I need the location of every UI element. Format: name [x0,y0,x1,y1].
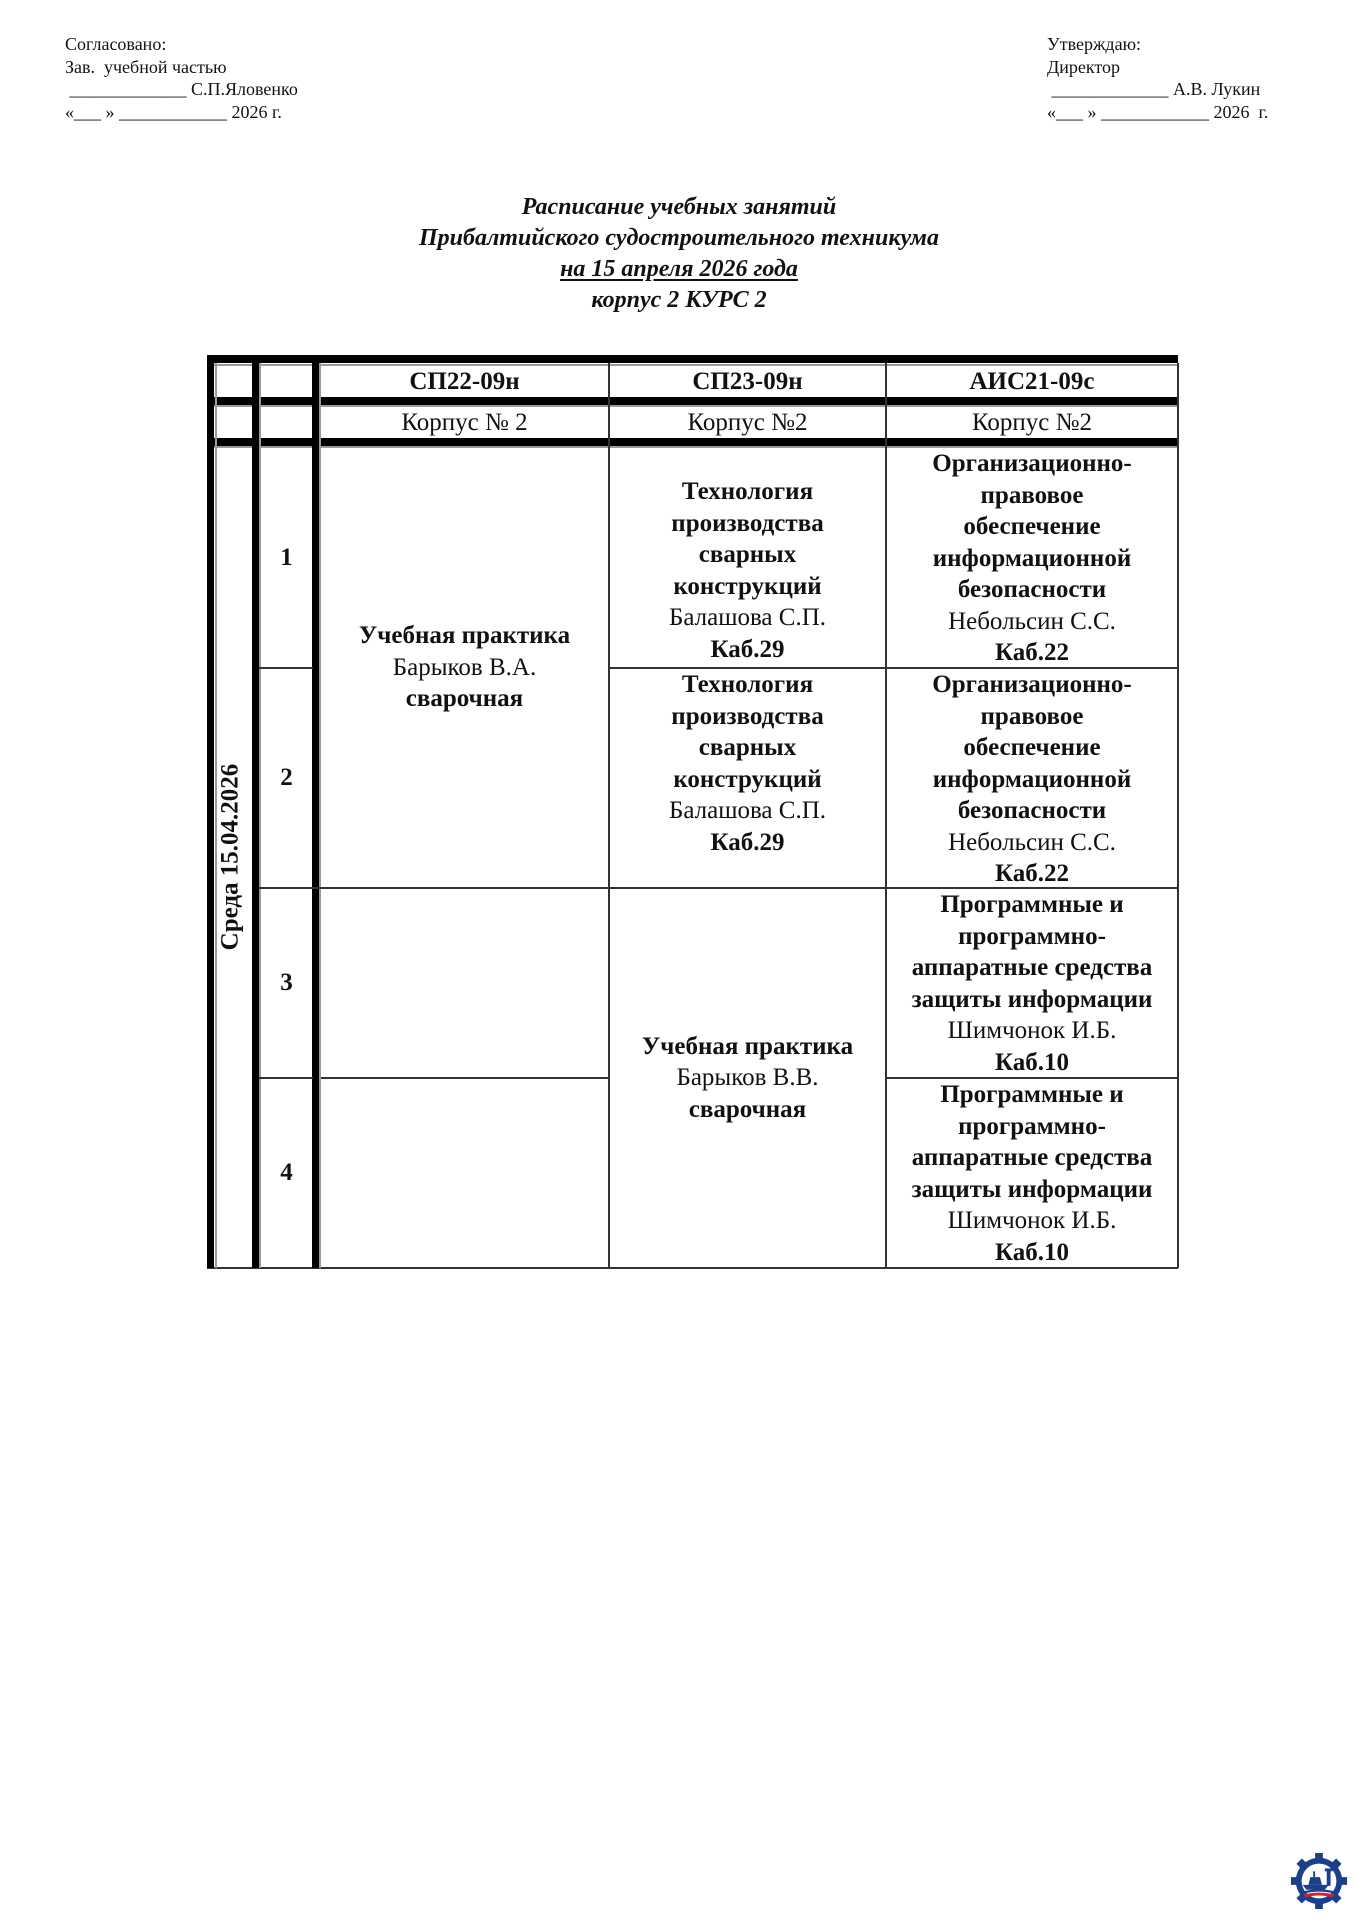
approval-agreed-heading: Согласовано: [65,34,167,54]
approval-agreed-date: «___ » ____________ 2026 г. [65,101,282,122]
lesson-subject: Программные и программно-аппаратные средства защиты информации [911,1081,1153,1203]
lesson-subject: Технология производства сварных конструкций [671,478,824,600]
approval-agreed-position: Зав. учебной частью [65,56,227,77]
lesson-subject: Учебная практика [358,622,571,650]
lesson-teacher: Небольсин С.С. [948,607,1116,635]
lesson-sp23-pair-1 [610,448,885,667]
pair-number-4: 4 [280,1159,293,1187]
building-sp22: Корпус № 2 [401,408,528,436]
approval-approved-signature: _____________ А.В. Лукин [1047,79,1261,99]
header-row-divider [207,397,1178,405]
lesson-subject: Технология производства сварных конструкций [671,671,824,793]
header-bottom-border [207,438,1178,446]
day-label-cell [207,446,253,1268]
lesson-sp23-pairs-3-4 [610,889,885,1267]
pair-number-3: 3 [280,969,293,997]
lesson-ais21-pair-4 [887,1079,1177,1267]
lesson-room: Каб.10 [994,1048,1070,1076]
approval-approved-heading: Утверждаю: [1047,34,1142,54]
lesson-subject: Организационно-правовое обеспечение информационной безопасности [932,671,1132,824]
pair-number-2: 2 [280,764,293,792]
group-header-sp23: СП23-09н [692,367,803,395]
lesson-sp22-pair-3-empty [321,889,608,1077]
group-header-sp22: СП22-09н [409,367,520,395]
lesson-sp22-pair-4-empty [321,1079,608,1267]
building-ais21: Корпус №2 [971,408,1092,436]
lesson-ais21-pair-2 [887,669,1177,887]
table-right-border [1177,363,1179,1268]
group-header-ais21: АИС21-09с [969,367,1095,395]
table-top-border [207,355,1178,363]
lesson-room: Каб.22 [994,860,1070,887]
approval-agreed-signature: _____________ С.П.Яловенко [65,79,298,99]
lesson-sp22-pairs-1-2 [321,448,608,887]
approval-agreed-block [65,33,298,123]
approval-approved-date: «___ » ____________ 2026 г. [1047,101,1269,122]
building-sp23: Корпус №2 [687,408,808,436]
pair-column-divider [312,363,319,1268]
lesson-room: Каб.29 [710,635,785,663]
lesson-subject: Организационно-правовое обеспечение информационной безопасности [932,450,1132,603]
lesson-teacher: Небольсин С.С. [948,828,1116,856]
lesson-room: Каб.22 [994,639,1070,666]
lesson-ais21-pair-3 [887,889,1177,1077]
approval-approved-position: Директор [1047,56,1121,77]
lesson-subject: Программные и программно-аппаратные средства защиты информации [911,891,1153,1013]
lesson-teacher: Барыков В.В. [676,1064,819,1092]
lesson-ais21-pair-1 [887,448,1177,667]
lesson-room: Каб.10 [994,1238,1070,1266]
title-line-2: Прибалтийского судостроительного техникума [419,225,939,251]
lesson-teacher: Балашова С.П. [668,797,827,824]
day-column-divider [252,363,259,1268]
title-date: на 15 апреля 2026 года [560,256,798,282]
lesson-teacher: Балашова С.П. [668,604,827,631]
lesson-teacher: Шимчонок И.Б. [947,1207,1117,1234]
day-label: Среда 15.04.2026 [216,763,243,951]
approval-approved-block [1047,33,1268,123]
lesson-subject: Учебная практика [641,1032,854,1060]
title-building-course: корпус 2 КУРС 2 [591,287,767,313]
title-line-1: Расписание учебных занятий [521,194,837,220]
schedule-title [0,192,1358,316]
pair-number-1: 1 [280,543,293,571]
lesson-note: сварочная [405,685,524,713]
lesson-sp23-pair-2 [610,669,885,887]
lesson-room: Каб.29 [710,828,785,856]
lesson-teacher: Барыков В.А. [392,653,537,681]
college-gear-ship-logo-icon [1290,1852,1348,1910]
lesson-note: сварочная [688,1095,807,1123]
lesson-teacher: Шимчонок И.Б. [947,1017,1117,1044]
